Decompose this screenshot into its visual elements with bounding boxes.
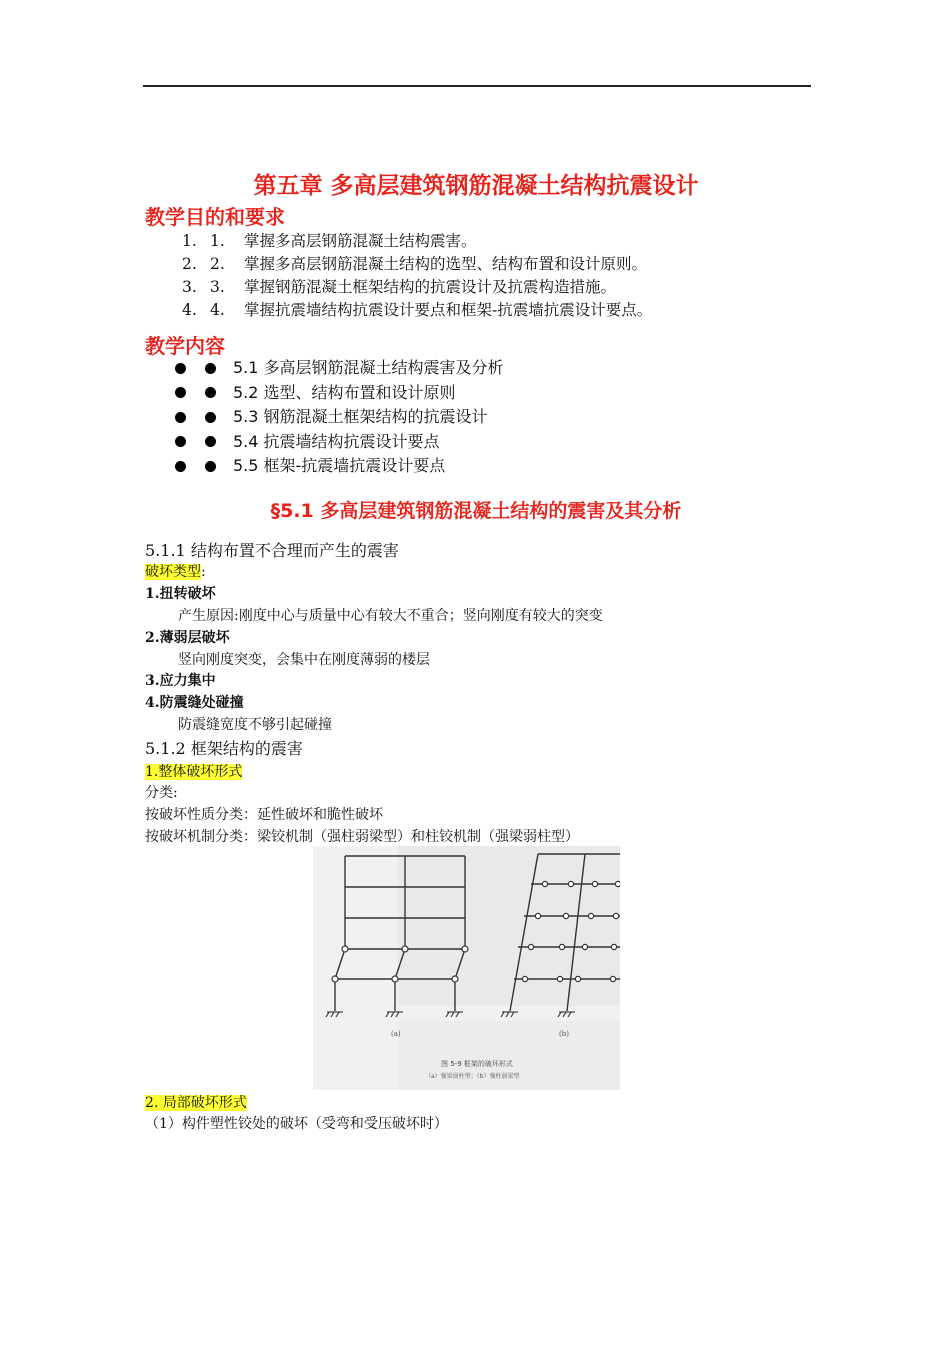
list-item: 5.3 钢筋混凝土框架结构的抗震设计 [172,405,504,430]
header-rule [143,85,811,87]
classify-by-mechanism: 按破坏机制分类：梁铰机制（强柱弱梁型）和柱铰机制（强梁弱柱型） [145,829,579,845]
chapter-title: 第五章 多高层建筑钢筋混凝土结构抗震设计 [253,173,699,199]
section-title: §5.1 多高层建筑钢筋混凝土结构的震害及其分析 [270,500,682,522]
bullet-icon [175,436,186,447]
figure-caption: 图 5-9 框架的破坏形式 [441,1060,513,1068]
bullet-icon [205,387,216,398]
figure-caption-sub: （a）强梁弱柱型；（b）强柱弱梁型 [425,1073,520,1080]
bullet-icon [205,461,216,472]
list-item: 5.4 抗震墙结构抗震设计要点 [172,430,504,455]
overall-failure-label: 1.整体破坏形式 [145,764,243,780]
bullet-icon [175,363,186,374]
list-item: 5.2 选型、结构布置和设计原则 [172,381,504,406]
damage-desc: 竖向刚度突变，会集中在刚度薄弱的楼层 [178,652,430,668]
frame-failure-figure [313,846,620,1090]
bullet-icon [205,363,216,374]
objectives-heading: 教学目的和要求 [145,205,285,229]
damage-desc: 防震缝宽度不够引起碰撞 [178,717,332,733]
list-item: 5.1 多高层钢筋混凝土结构震害及分析 [172,356,504,381]
figure-label-b: (b) [559,1030,569,1038]
damage-desc: 产生原因:刚度中心与质量中心有较大不重合；竖向刚度有较大的突变 [178,608,603,624]
subsection-5-1-2: 5.1.2 框架结构的震害 [145,739,303,758]
list-item: 4. 4. 掌握抗震墙结构抗震设计要点和框架-抗震墙抗震设计要点。 [182,301,653,319]
classify-label: 分类: [145,785,178,801]
damage-type-label: 破坏类型: [145,564,206,580]
local-failure-label: 2. 局部破坏形式 [145,1095,247,1111]
damage-title: 4.防震缝处碰撞 [145,695,244,711]
list-item: 5.5 框架-抗震墙抗震设计要点 [172,454,504,479]
list-item: 1. 1. 掌握多高层钢筋混凝土结构震害。 [182,232,477,250]
content-list [172,356,504,479]
damage-title: 2.薄弱层破坏 [145,630,230,646]
list-item: 3. 3. 掌握钢筋混凝土框架结构的抗震设计及抗震构造措施。 [182,278,617,296]
figure-label-a: (a) [391,1030,401,1038]
classify-by-nature: 按破坏性质分类：延性破坏和脆性破坏 [145,807,383,823]
content-heading: 教学内容 [145,334,225,358]
local-failure-item: （1）构件塑性铰处的破坏（受弯和受压破坏时） [145,1116,448,1132]
subsection-5-1-1: 5.1.1 结构布置不合理而产生的震害 [145,541,399,560]
damage-title: 3.应力集中 [145,673,216,689]
list-item: 2. 2. 掌握多高层钢筋混凝土结构的选型、结构布置和设计原则。 [182,255,648,273]
bullet-icon [205,436,216,447]
bullet-icon [205,412,216,423]
bullet-icon [175,412,186,423]
bullet-icon [175,387,186,398]
objectives-list [182,230,652,322]
bullet-icon [175,461,186,472]
damage-title: 1.扭转破坏 [145,586,216,602]
